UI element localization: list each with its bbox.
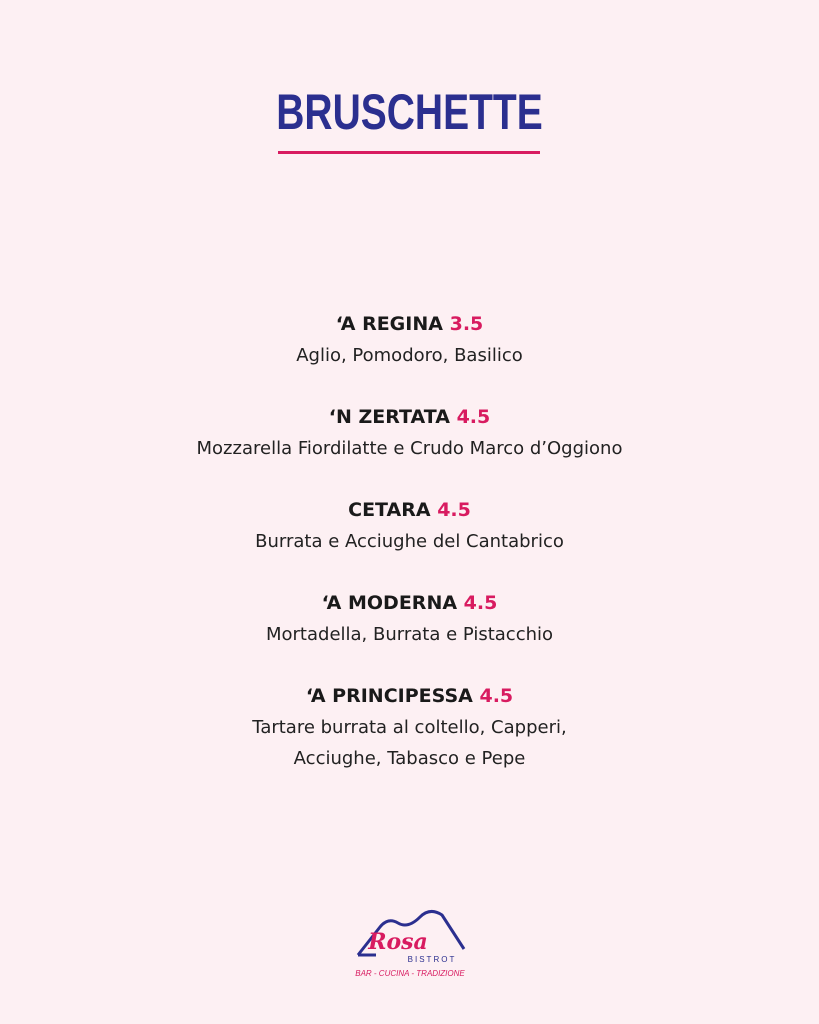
item-name: ‘A REGINA [335, 313, 443, 335]
item-price: 4.5 [463, 592, 498, 614]
logo-subtitle: BISTROT [407, 955, 457, 964]
item-description: Aglio, Pomodoro, Basilico [296, 345, 523, 366]
item-price: 4.5 [456, 406, 491, 428]
item-name: ‘A MODERNA [321, 592, 458, 614]
item-description: Tartare burrata al coltello, Capperi, [252, 717, 567, 738]
item-name: ‘A PRINCIPESSA [305, 685, 473, 707]
menu-item [0, 401, 819, 464]
item-name: CETARA [348, 499, 431, 521]
menu-item [0, 494, 819, 557]
menu-item [0, 308, 819, 371]
page-title: BRUSCHETTE [276, 84, 543, 140]
item-description: Burrata e Acciughe del Cantabrico [255, 531, 564, 552]
item-name: ‘N ZERTATA [328, 406, 450, 428]
logo-tagline: BAR - CUCINA - TRADIZIONE [355, 969, 465, 978]
item-description: Mozzarella Fiordilatte e Crudo Marco d’Oggiono [196, 438, 623, 459]
item-price: 3.5 [449, 313, 484, 335]
item-price: 4.5 [479, 685, 514, 707]
item-description: Mortadella, Burrata e Pistacchio [265, 624, 554, 645]
item-heading [0, 401, 819, 433]
item-heading [0, 587, 819, 619]
item-description: Acciughe, Tabasco e Pepe [293, 748, 526, 769]
title-underline [278, 151, 540, 154]
item-heading [0, 308, 819, 340]
menu-item [0, 680, 819, 774]
logo-name: Rosa [368, 929, 428, 955]
item-heading [0, 680, 819, 712]
rosa-bistrot-logo [350, 905, 474, 985]
item-heading [0, 494, 819, 526]
menu-list [0, 308, 819, 804]
item-price: 4.5 [437, 499, 471, 521]
menu-item [0, 587, 819, 650]
